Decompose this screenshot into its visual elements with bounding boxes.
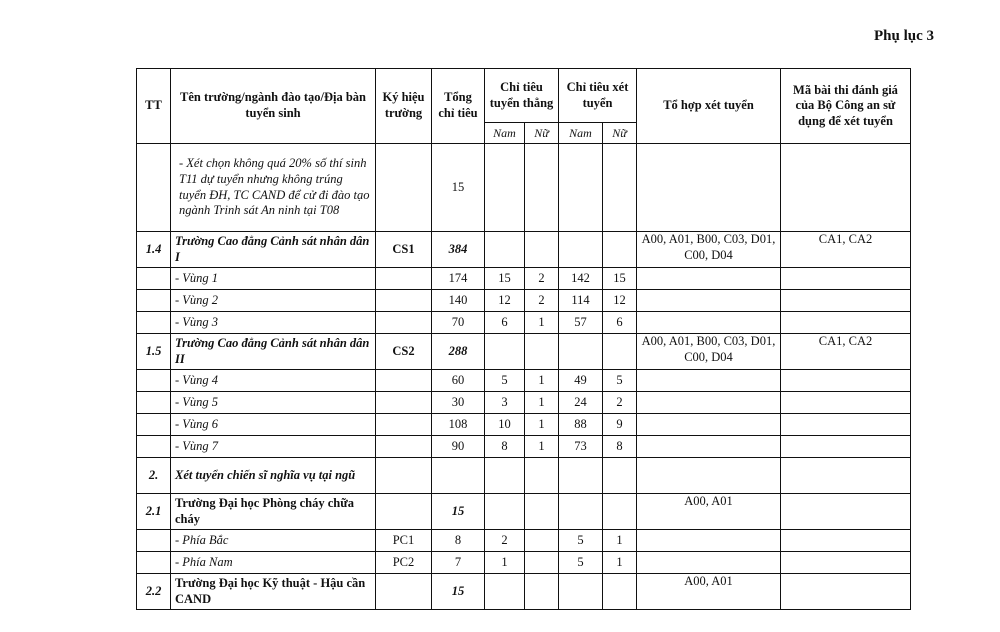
cell-exam bbox=[781, 414, 911, 436]
header-selection-male: Nam bbox=[559, 123, 603, 144]
table-row bbox=[137, 494, 911, 530]
cell-total: 7 bbox=[432, 552, 485, 574]
header-code: Ký hiệu trường bbox=[376, 69, 432, 144]
header-tt: TT bbox=[137, 69, 171, 144]
cell-name: - Vùng 4 bbox=[171, 370, 376, 392]
table-row bbox=[137, 552, 911, 574]
cell-selection-male bbox=[559, 144, 603, 232]
cell-code bbox=[376, 574, 432, 610]
cell-name: - Vùng 5 bbox=[171, 392, 376, 414]
cell-tt bbox=[137, 436, 171, 458]
table-row bbox=[137, 290, 911, 312]
table-row bbox=[137, 436, 911, 458]
cell-code bbox=[376, 370, 432, 392]
cell-exam bbox=[781, 574, 911, 610]
cell-name: - Xét chọn không quá 20% số thí sinh T11 dự tuyển nhưng không trúng tuyển ĐH, TC CAND để cử đi đào tạo ngành Trinh sát An ninh tại T08 bbox=[171, 144, 376, 232]
cell-selection-female bbox=[603, 232, 637, 268]
cell-tt: 2.2 bbox=[137, 574, 171, 610]
cell-direct-male: 12 bbox=[485, 290, 525, 312]
cell-combo bbox=[637, 312, 781, 334]
cell-code bbox=[376, 290, 432, 312]
cell-tt bbox=[137, 414, 171, 436]
cell-code: CS2 bbox=[376, 334, 432, 370]
cell-tt: 2. bbox=[137, 458, 171, 494]
cell-code bbox=[376, 144, 432, 232]
cell-selection-male bbox=[559, 232, 603, 268]
cell-selection-male bbox=[559, 458, 603, 494]
table-row bbox=[137, 458, 911, 494]
cell-selection-female bbox=[603, 334, 637, 370]
cell-combo: A00, A01 bbox=[637, 574, 781, 610]
cell-combo: A00, A01 bbox=[637, 494, 781, 530]
cell-combo bbox=[637, 530, 781, 552]
cell-tt bbox=[137, 268, 171, 290]
cell-tt: 1.4 bbox=[137, 232, 171, 268]
cell-exam: CA1, CA2 bbox=[781, 232, 911, 268]
cell-name: Xét tuyển chiến sĩ nghĩa vụ tại ngũ bbox=[171, 458, 376, 494]
cell-selection-female: 12 bbox=[603, 290, 637, 312]
cell-direct-male: 10 bbox=[485, 414, 525, 436]
cell-total: 15 bbox=[432, 144, 485, 232]
cell-direct-male: 5 bbox=[485, 370, 525, 392]
cell-exam bbox=[781, 312, 911, 334]
cell-code bbox=[376, 312, 432, 334]
table-row bbox=[137, 144, 911, 232]
header-combo: Tổ hợp xét tuyển bbox=[637, 69, 781, 144]
table-row bbox=[137, 414, 911, 436]
cell-combo bbox=[637, 458, 781, 494]
cell-combo: A00, A01, B00, C03, D01, C00, D04 bbox=[637, 334, 781, 370]
cell-direct-female bbox=[525, 494, 559, 530]
cell-direct-female bbox=[525, 458, 559, 494]
cell-tt: 2.1 bbox=[137, 494, 171, 530]
cell-selection-male: 88 bbox=[559, 414, 603, 436]
cell-direct-male: 6 bbox=[485, 312, 525, 334]
cell-code: PC1 bbox=[376, 530, 432, 552]
cell-direct-male bbox=[485, 232, 525, 268]
admission-quota-table bbox=[136, 68, 911, 610]
cell-total: 70 bbox=[432, 312, 485, 334]
cell-tt bbox=[137, 290, 171, 312]
cell-name: - Vùng 1 bbox=[171, 268, 376, 290]
cell-direct-male: 3 bbox=[485, 392, 525, 414]
cell-direct-male: 15 bbox=[485, 268, 525, 290]
table-row bbox=[137, 268, 911, 290]
header-total: Tổng chỉ tiêu bbox=[432, 69, 485, 144]
cell-selection-female bbox=[603, 458, 637, 494]
cell-direct-male: 8 bbox=[485, 436, 525, 458]
cell-code: PC2 bbox=[376, 552, 432, 574]
cell-selection-female: 1 bbox=[603, 530, 637, 552]
table-row bbox=[137, 574, 911, 610]
cell-direct-female bbox=[525, 144, 559, 232]
cell-exam: CA1, CA2 bbox=[781, 334, 911, 370]
table-row bbox=[137, 392, 911, 414]
cell-total: 140 bbox=[432, 290, 485, 312]
header-exam: Mã bài thi đánh giá của Bộ Công an sử dụng để xét tuyển bbox=[781, 69, 911, 144]
cell-direct-male bbox=[485, 334, 525, 370]
table-row bbox=[137, 334, 911, 370]
cell-name: Trường Cao đẳng Cảnh sát nhân dân I bbox=[171, 232, 376, 268]
cell-direct-female bbox=[525, 530, 559, 552]
cell-selection-female: 9 bbox=[603, 414, 637, 436]
cell-selection-female bbox=[603, 574, 637, 610]
cell-exam bbox=[781, 436, 911, 458]
cell-combo bbox=[637, 268, 781, 290]
cell-selection-male: 57 bbox=[559, 312, 603, 334]
cell-total: 174 bbox=[432, 268, 485, 290]
cell-combo bbox=[637, 290, 781, 312]
cell-exam bbox=[781, 268, 911, 290]
cell-code bbox=[376, 458, 432, 494]
cell-exam bbox=[781, 290, 911, 312]
cell-name: Trường Đại học Phòng cháy chữa cháy bbox=[171, 494, 376, 530]
cell-name: Trường Cao đẳng Cảnh sát nhân dân II bbox=[171, 334, 376, 370]
cell-direct-male: 2 bbox=[485, 530, 525, 552]
table-row bbox=[137, 530, 911, 552]
cell-selection-female: 8 bbox=[603, 436, 637, 458]
cell-name: Trường Đại học Kỹ thuật - Hậu cần CAND bbox=[171, 574, 376, 610]
cell-selection-male bbox=[559, 334, 603, 370]
cell-exam bbox=[781, 370, 911, 392]
header-selection: Chỉ tiêu xét tuyển bbox=[559, 69, 637, 123]
cell-direct-female: 2 bbox=[525, 290, 559, 312]
cell-total: 288 bbox=[432, 334, 485, 370]
cell-tt: 1.5 bbox=[137, 334, 171, 370]
cell-exam bbox=[781, 552, 911, 574]
cell-selection-male: 114 bbox=[559, 290, 603, 312]
cell-direct-female: 1 bbox=[525, 414, 559, 436]
cell-direct-female bbox=[525, 232, 559, 268]
cell-selection-female: 15 bbox=[603, 268, 637, 290]
cell-direct-female: 1 bbox=[525, 392, 559, 414]
cell-code bbox=[376, 392, 432, 414]
cell-combo: A00, A01, B00, C03, D01, C00, D04 bbox=[637, 232, 781, 268]
cell-total: 108 bbox=[432, 414, 485, 436]
cell-direct-female: 1 bbox=[525, 436, 559, 458]
cell-selection-male: 73 bbox=[559, 436, 603, 458]
cell-tt bbox=[137, 392, 171, 414]
cell-combo bbox=[637, 144, 781, 232]
cell-code bbox=[376, 268, 432, 290]
cell-selection-male bbox=[559, 494, 603, 530]
cell-selection-male: 5 bbox=[559, 530, 603, 552]
cell-total: 30 bbox=[432, 392, 485, 414]
cell-direct-female bbox=[525, 334, 559, 370]
cell-direct-male bbox=[485, 458, 525, 494]
cell-selection-female: 1 bbox=[603, 552, 637, 574]
cell-selection-male: 49 bbox=[559, 370, 603, 392]
cell-selection-female: 6 bbox=[603, 312, 637, 334]
cell-code bbox=[376, 436, 432, 458]
cell-name: - Phía Bắc bbox=[171, 530, 376, 552]
cell-total: 60 bbox=[432, 370, 485, 392]
cell-tt bbox=[137, 552, 171, 574]
cell-exam bbox=[781, 458, 911, 494]
cell-direct-male bbox=[485, 494, 525, 530]
cell-direct-female: 1 bbox=[525, 370, 559, 392]
table-row bbox=[137, 232, 911, 268]
cell-exam bbox=[781, 392, 911, 414]
cell-direct-female: 1 bbox=[525, 312, 559, 334]
cell-selection-female bbox=[603, 494, 637, 530]
cell-total: 15 bbox=[432, 574, 485, 610]
cell-tt bbox=[137, 370, 171, 392]
header-selection-female: Nữ bbox=[603, 123, 637, 144]
cell-total: 15 bbox=[432, 494, 485, 530]
cell-code bbox=[376, 414, 432, 436]
cell-exam bbox=[781, 530, 911, 552]
cell-direct-female: 2 bbox=[525, 268, 559, 290]
header-direct-female: Nữ bbox=[525, 123, 559, 144]
header-direct-male: Nam bbox=[485, 123, 525, 144]
cell-selection-male: 5 bbox=[559, 552, 603, 574]
cell-tt bbox=[137, 144, 171, 232]
cell-direct-male bbox=[485, 144, 525, 232]
cell-combo bbox=[637, 392, 781, 414]
header-direct: Chỉ tiêu tuyển thẳng bbox=[485, 69, 559, 123]
cell-combo bbox=[637, 552, 781, 574]
cell-total: 90 bbox=[432, 436, 485, 458]
cell-direct-female bbox=[525, 552, 559, 574]
cell-name: - Vùng 6 bbox=[171, 414, 376, 436]
cell-selection-male bbox=[559, 574, 603, 610]
table-row bbox=[137, 370, 911, 392]
cell-selection-female bbox=[603, 144, 637, 232]
cell-exam bbox=[781, 144, 911, 232]
cell-tt bbox=[137, 530, 171, 552]
table-row bbox=[137, 312, 911, 334]
cell-selection-male: 142 bbox=[559, 268, 603, 290]
cell-code bbox=[376, 494, 432, 530]
cell-direct-male bbox=[485, 574, 525, 610]
cell-direct-male: 1 bbox=[485, 552, 525, 574]
header-name: Tên trường/ngành đào tạo/Địa bàn tuyển sinh bbox=[171, 69, 376, 144]
appendix-label: Phụ lục 3 bbox=[873, 28, 934, 44]
cell-name: - Vùng 7 bbox=[171, 436, 376, 458]
cell-name: - Vùng 3 bbox=[171, 312, 376, 334]
cell-direct-female bbox=[525, 574, 559, 610]
cell-combo bbox=[637, 436, 781, 458]
cell-name: - Vùng 2 bbox=[171, 290, 376, 312]
cell-selection-female: 2 bbox=[603, 392, 637, 414]
cell-name: - Phía Nam bbox=[171, 552, 376, 574]
cell-tt bbox=[137, 312, 171, 334]
cell-combo bbox=[637, 414, 781, 436]
cell-combo bbox=[637, 370, 781, 392]
cell-selection-male: 24 bbox=[559, 392, 603, 414]
cell-total: 384 bbox=[432, 232, 485, 268]
cell-total: 8 bbox=[432, 530, 485, 552]
cell-total bbox=[432, 458, 485, 494]
cell-exam bbox=[781, 494, 911, 530]
cell-code: CS1 bbox=[376, 232, 432, 268]
cell-selection-female: 5 bbox=[603, 370, 637, 392]
